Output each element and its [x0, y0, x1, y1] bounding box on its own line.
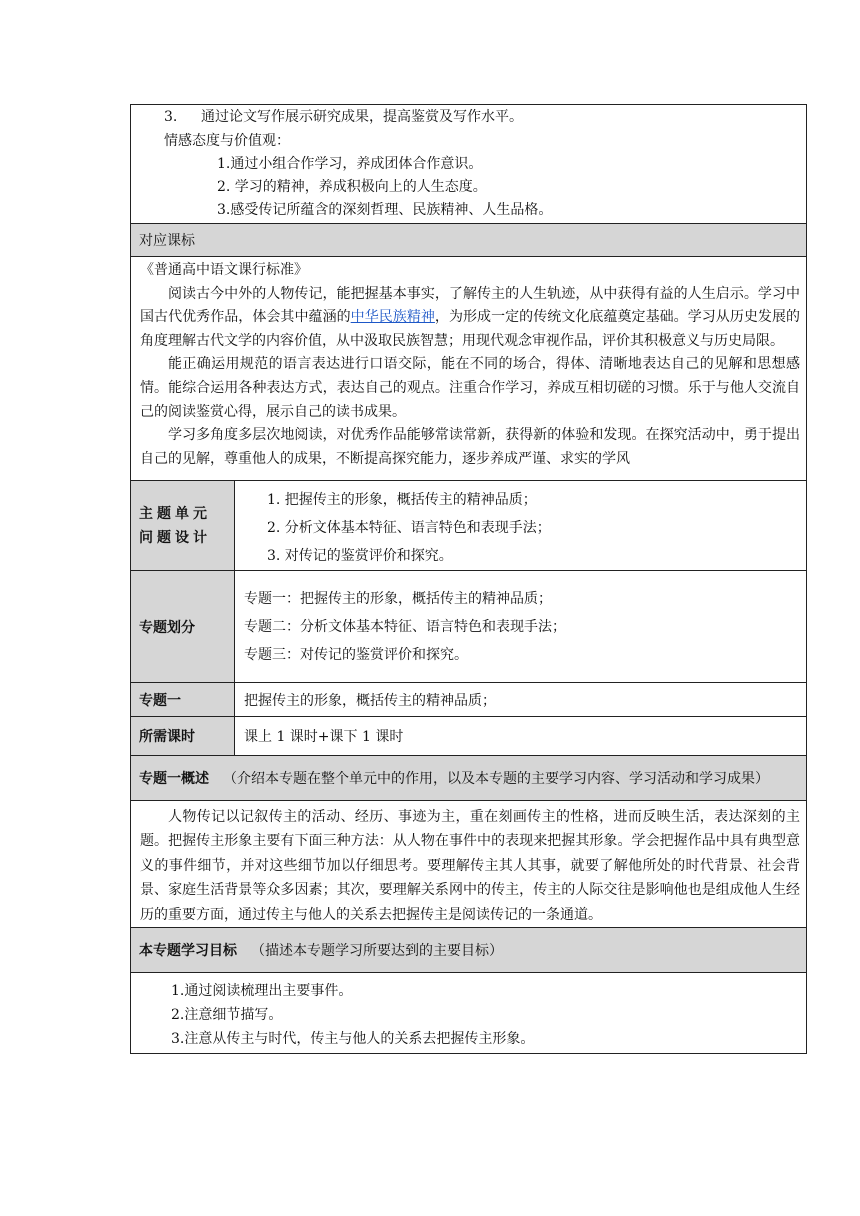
objectives-header — [131, 940, 806, 960]
topic-division-label: 专题划分 — [139, 619, 195, 636]
topic-one-label: 专题一 — [139, 692, 181, 709]
standard-paragraph-1 — [140, 283, 800, 354]
standard-paragraph-1-text-a: 阅读古今中外的人物传记，能把握基本事实，了解传主的人生轨迹，从中获得有益的人生启示。学习中国古代优秀作品，体会其中蕴涵的 — [140, 285, 800, 326]
lesson-plan-page — [130, 104, 806, 1054]
chinese-spirit-link[interactable]: 中华民族精神 — [350, 309, 435, 326]
overview-body-row — [131, 801, 807, 928]
standard-body-row — [131, 257, 807, 481]
theme-questions-row — [131, 481, 807, 571]
objective-item-3: 3.注意从传主与时代，传主与他人的关系去把握传主形象。 — [171, 1031, 535, 1048]
overview-label: 专题一概述 — [139, 771, 209, 787]
objective-item-2: 2.注意细节描写。 — [171, 1007, 283, 1024]
ability-emotion-row — [131, 105, 807, 224]
topic-division-cell — [235, 571, 807, 683]
overview-header — [131, 768, 806, 788]
topic-division-label-cell — [131, 571, 235, 683]
standard-paragraph-2: 能正确运用规范的语言表达进行口语交际，能在不同的场合，得体、清晰地表达自己的见解和思想感情。能综合运用各种表达方式，表达自己的观点。注重合作学习，养成互相切磋的习惯。乐于与他人交流自己的阅读鉴赏心得，展示自己的读书成果。 — [140, 356, 800, 420]
class-hours-label: 所需课时 — [139, 729, 195, 745]
theme-question-2: 2. 分析文体基本特征、语言特色和表现手法； — [267, 520, 551, 536]
theme-questions-label: 主题单元问题设计 — [139, 505, 211, 546]
item3-text: 通过论文写作展示研究成果，提高鉴赏及写作水平。 — [201, 109, 523, 125]
class-hours-cell — [235, 717, 807, 756]
topic-division-item-3: 专题三：对传记的鉴赏评价和探究。 — [244, 646, 468, 663]
class-hours-label-cell — [131, 717, 235, 756]
standard-paragraph-3: 学习多角度多层次地阅读，对优秀作品能够常读常新，获得新的体验和发现。在探究活动中，勇于提出自己的见解，尊重他人的成果，不断提高探究能力，逐步养成严谨、求实的学风 — [140, 427, 800, 467]
standard-book-title: 《普通高中语文课行标准》 — [140, 262, 308, 278]
standard-header-cell — [131, 224, 807, 257]
topic-one-cell — [235, 683, 807, 717]
emotion-item-3: 3.感受传记所蕴含的深刻哲理、民族精神、人生品格。 — [217, 202, 553, 218]
topic-one-value: 把握传主的形象，概括传主的精神品质； — [244, 692, 496, 709]
theme-question-3: 3. 对传记的鉴赏评价和探究。 — [267, 548, 453, 564]
topic-division-item-2: 专题二：分析文体基本特征、语言特色和表现手法； — [244, 618, 566, 635]
emotion-item-1: 1.通过小组合作学习，养成团体合作意识。 — [217, 156, 483, 172]
objective-item-1: 1.通过阅读梳理出主要事件。 — [171, 983, 353, 1000]
topic-one-label-cell — [131, 683, 235, 717]
class-hours-value: 课上 1 课时+课下 1 课时 — [244, 729, 404, 745]
lesson-plan-table — [130, 104, 807, 1054]
topic-one-row — [131, 683, 807, 717]
standard-header-row — [131, 224, 807, 257]
topic-division-item-1: 专题一：把握传主的形象，概括传主的精神品质； — [244, 590, 552, 607]
theme-questions-label-cell — [131, 481, 235, 571]
objectives-body-row — [131, 973, 807, 1054]
topic-division-row — [131, 571, 807, 683]
objectives-header-row — [131, 928, 807, 973]
objectives-label: 本专题学习目标 — [139, 943, 237, 960]
overview-note: （介绍本专题在整个单元中的作用，以及本专题的主要学习内容、学习活动和学习成果） — [223, 771, 769, 787]
overview-body-cell — [131, 801, 807, 928]
item3-number: 3. — [164, 109, 178, 125]
ability-emotion-cell — [131, 105, 807, 224]
class-hours-row — [131, 717, 807, 756]
emotion-heading: 情感态度与价值观： — [164, 133, 290, 149]
theme-questions-cell — [235, 481, 807, 571]
standard-paragraph-1-text-b: ，为形成一定的传统文化底蕴奠定基础。学习从历史发展的角度理解古代文学的内容价值，从中汲取民族智慧；用现代观念审视作品，评价其积极意义与历史局限。 — [140, 309, 801, 349]
emotion-item-2: 2. 学习的精神，养成积极向上的人生态度。 — [217, 179, 487, 195]
standard-header: 对应课标 — [139, 233, 195, 249]
objectives-header-cell — [131, 928, 807, 973]
overview-header-row — [131, 756, 807, 801]
theme-question-1: 1. 把握传主的形象，概括传主的精神品质； — [267, 492, 537, 508]
objectives-body-cell — [131, 973, 807, 1054]
objectives-note: （描述本专题学习所要达到的主要目标） — [251, 943, 503, 960]
overview-header-cell — [131, 756, 807, 801]
standard-body-cell — [131, 257, 807, 481]
overview-text: 人物传记以记叙传主的活动、经历、事迹为主，重在刻画传主的性格，进而反映生活，表达深刻的主题。把握传主形象主要有下面三种方法：从人物在事件中的表现来把握其形象。学会把握作品中具有典型意义的事件细节，并对这些细节加以仔细思考。要理解传主其人其事，就要了解他所处的时代背景、社会背景、家庭生活背景等众多因素；其次，要理解关系网中的传主，传主的人际交往是影响他也是组成他人生经历的重要方面，通过传主与他人的关系去把握传主是阅读传记的一条通道。 — [140, 809, 800, 923]
